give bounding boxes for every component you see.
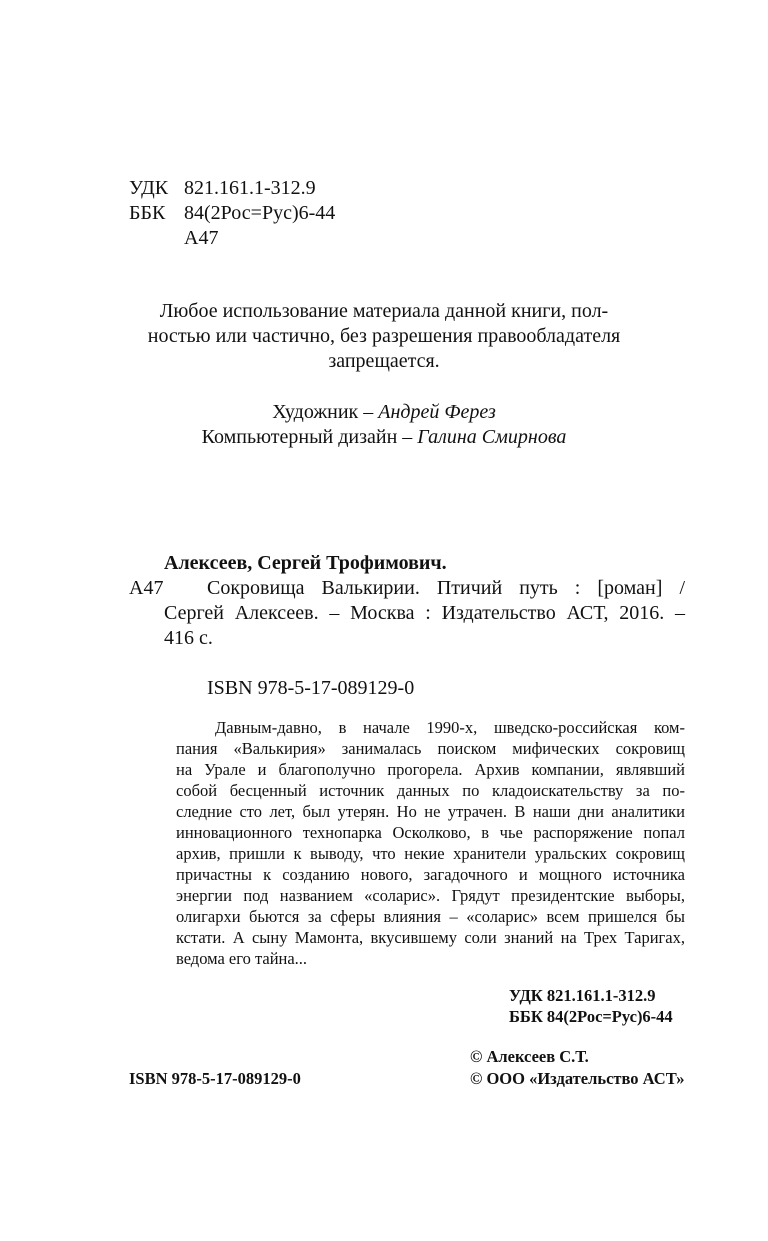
bibliography-isbn: ISBN 978-5-17-089129-0 [207,677,415,699]
annotation-line: кстати. А сыну Мамонта, вкусившему соли знаний на Трех Таригах, [176,928,685,947]
copyright-notice-line-2: ностью или частично, без разрешения правообладателя [147,325,621,347]
credit-artist-label: Художник – [272,401,379,423]
copyright-notice-line-3: запрещается. [328,350,440,372]
annotation-line: энергии под названием «соларис». Грядут президентские выборы, [176,886,685,905]
footer-copyright-author: © Алексеев С.Т. [470,1047,589,1066]
annotation-line: причастны к созданию нового, загадочного и мощного источника [176,865,685,884]
author-code: А47 [184,227,219,249]
annotation-line: пания «Валькирия» занималась поиском мифических сокровищ [176,739,685,758]
credit-artist-name: Андрей Ферез [378,401,496,423]
credit-design-label: Компьютерный дизайн – [201,426,418,448]
footer-isbn: ISBN 978-5-17-089129-0 [129,1069,301,1088]
bibliography-author: Алексеев, Сергей Трофимович. [164,552,447,574]
annotation-line: ведома его тайна... [176,949,308,968]
annotation-line: собой бесценный источник данных по кладоискательству за по- [176,781,685,800]
bibliography-line-3: 416 с. [164,627,213,649]
credit-design-name: Галина Смирнова [417,426,567,448]
annotation-line: на Урале и благополучно прогорела. Архив компании, являвший [176,760,685,779]
annotation-line: Давным-давно, в начале 1990-х, шведско-российская ком- [215,718,685,737]
udk-label: УДК [129,177,169,199]
footer-copyright-publisher: © ООО «Издательство АСТ» [470,1069,685,1088]
annotation-line: архив, пришли к выводу, что некие хранители уральских сокровищ [176,844,685,863]
credit-artist [100,400,668,424]
footer-udk: УДК 821.161.1-312.9 [509,986,656,1005]
bibliography-code: А47 [129,577,164,599]
bbk-value: 84(2Рос=Рус)6-44 [184,202,336,224]
annotation-line: инновационного технопарка Осколково, в чье распоряжение попал [176,823,685,842]
credit-design [100,425,668,449]
copyright-notice-line-1: Любое использование материала данной книги, пол- [159,300,609,322]
udk-value: 821.161.1-312.9 [184,177,316,199]
annotation-line: олигархи бьются за сферы влияния – «соларис» всем пришелся бы [176,907,685,926]
footer-bbk: ББК 84(2Рос=Рус)6-44 [509,1007,673,1026]
bibliography-line-2: Сергей Алексеев. – Москва : Издательство АСТ, 2016. – [164,602,685,624]
bibliography-line-1: Сокровища Валькирии. Птичий путь : [роман] / [207,577,685,599]
annotation-line: следние сто лет, был утерян. Но не утрачен. В наши дни аналитики [176,802,685,821]
bbk-label: ББК [129,202,166,224]
